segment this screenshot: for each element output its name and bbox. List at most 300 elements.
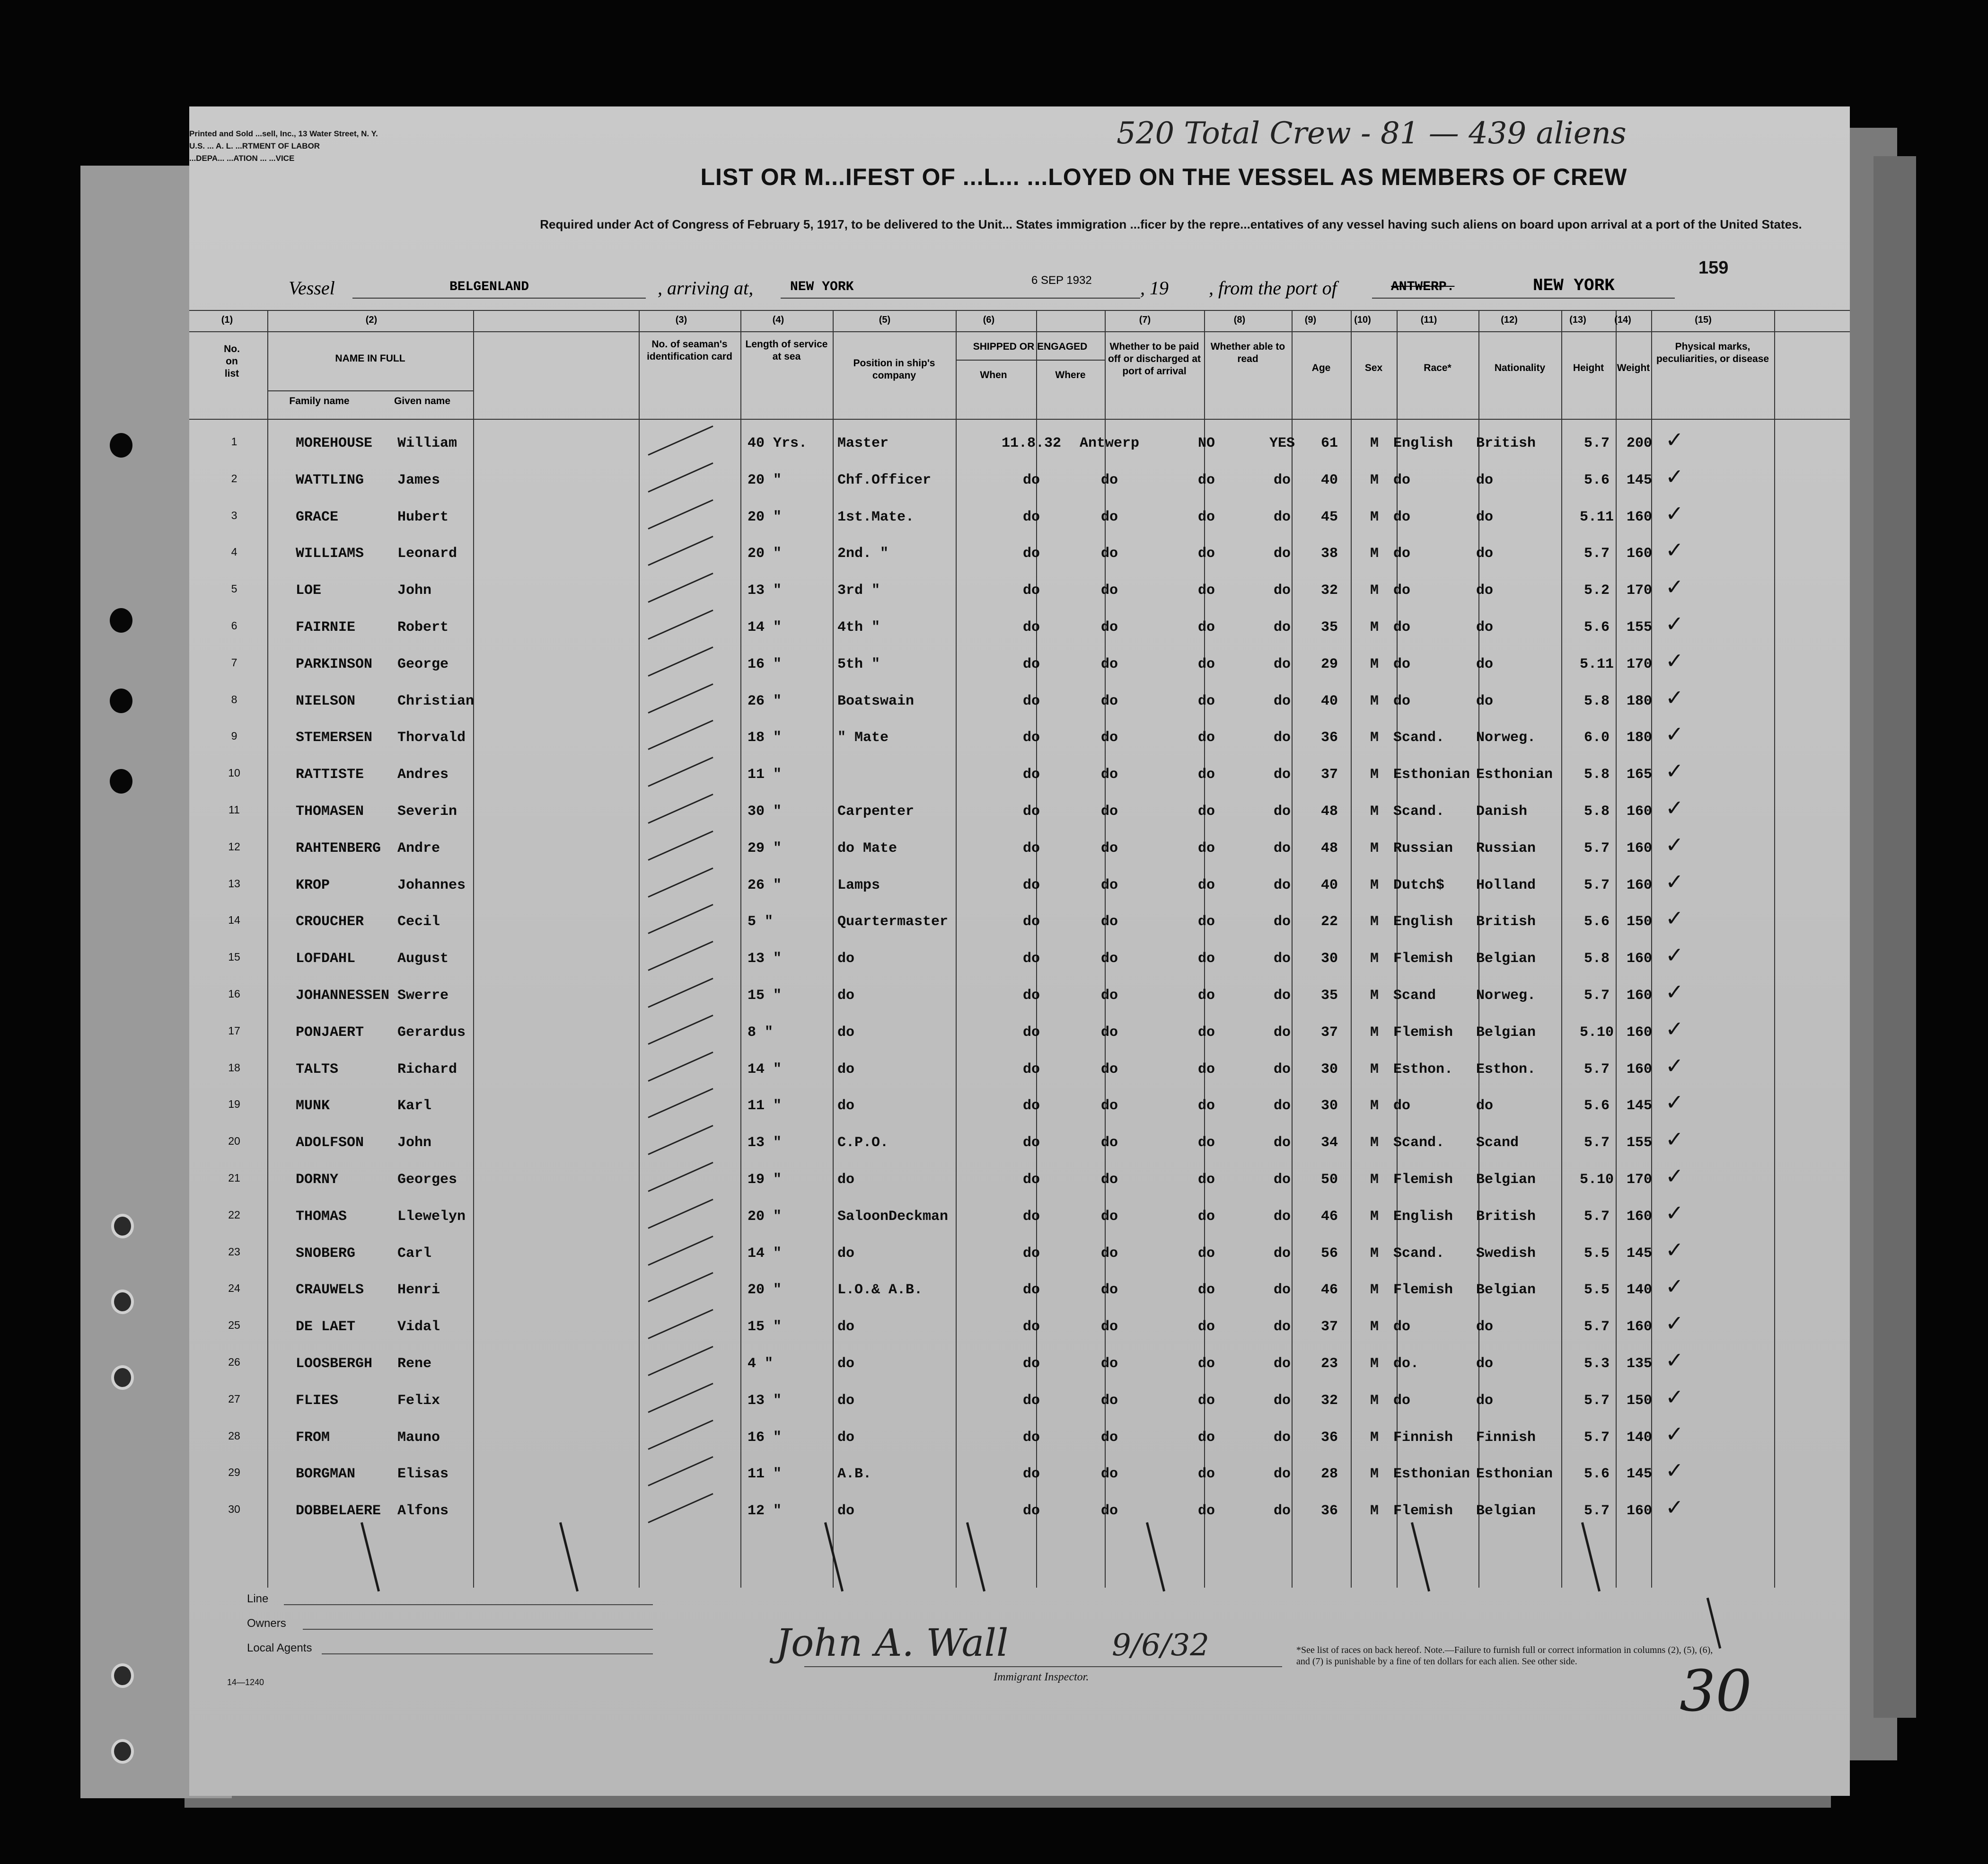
cell-height: 5.3 [1583, 1356, 1610, 1372]
cell-service: 12 " [748, 1503, 782, 1519]
cell-position: 1st.Mate. [837, 509, 915, 525]
header-weight: Weight [1617, 362, 1650, 373]
id-card-slash-mark [648, 1051, 713, 1082]
cell-read: do [1273, 1208, 1291, 1225]
cell-weight: 150 [1626, 914, 1652, 930]
cell-service: 5 " [748, 914, 774, 930]
cell-race: do [1393, 509, 1411, 525]
cell-where: do [1100, 546, 1118, 562]
cell-weight: 170 [1626, 583, 1652, 599]
cell-sex: M [1370, 914, 1379, 930]
inspector-signature: John A. Wall [776, 1621, 1009, 1665]
cell-nat: Belgian [1476, 1024, 1536, 1041]
cell-nat: British [1476, 1208, 1536, 1225]
cell-race: Scand [1393, 988, 1436, 1004]
cell-when: do [1022, 509, 1040, 525]
cell-weight: 180 [1626, 730, 1652, 746]
check-mark: ✓ [1665, 427, 1684, 452]
cell-age: 23 [1320, 1356, 1338, 1372]
cell-read: do [1273, 804, 1291, 820]
id-card-slash-mark [648, 425, 713, 456]
column-number: (10) [1354, 315, 1371, 325]
table-rule-horizontal [267, 390, 473, 391]
cell-age: 30 [1320, 1061, 1338, 1078]
cell-paid: do [1197, 914, 1215, 930]
cell-no: 18 [228, 1061, 240, 1074]
id-card-slash-mark [648, 978, 713, 1008]
cell-position: 2nd. " [837, 546, 889, 562]
signature-rule [804, 1666, 1282, 1667]
cell-where: do [1100, 1208, 1118, 1225]
cell-sex: M [1370, 1466, 1379, 1483]
cell-race: do [1393, 583, 1411, 599]
cell-where: do [1100, 619, 1118, 636]
cell-race: do [1393, 472, 1411, 488]
cell-read: do [1273, 1061, 1291, 1078]
cell-position: A.B. [837, 1466, 872, 1483]
cell-when: do [1022, 583, 1040, 599]
id-card-slash-mark [648, 794, 713, 824]
cell-age: 61 [1320, 435, 1338, 451]
cell-given: August [397, 951, 449, 967]
cell-age: 35 [1320, 619, 1338, 636]
cell-weight: 160 [1626, 804, 1652, 820]
footnote: *See list of races on back hereof. Note.—Failure to furnish full or correct information in columns (2), (5), (6), and (7) is punishable by a fine of ten dollars for each alien. See other side. [1296, 1645, 1713, 1667]
cell-nat: Danish [1476, 804, 1528, 820]
cell-paid: do [1197, 619, 1215, 636]
cell-nat: do [1476, 619, 1494, 636]
cell-given: Severin [397, 804, 457, 820]
cell-no: 10 [228, 767, 240, 779]
cell-paid: do [1197, 1061, 1215, 1078]
cell-position: do [837, 1061, 855, 1078]
cell-when: do [1022, 1024, 1040, 1041]
cell-weight: 160 [1626, 1208, 1652, 1225]
cell-where: do [1100, 1245, 1118, 1262]
table-rule-vertical [833, 310, 834, 1588]
cell-read: do [1273, 693, 1291, 709]
cell-given: Robert [397, 619, 449, 636]
table-rule-vertical [267, 310, 268, 1588]
cell-service: 13 " [748, 1135, 782, 1151]
cell-when: do [1022, 1503, 1040, 1519]
cell-where: do [1100, 767, 1118, 783]
cell-sex: M [1370, 583, 1379, 599]
cell-position: Lamps [837, 877, 880, 893]
cell-service: 14 " [748, 619, 782, 636]
cell-given: Rene [397, 1356, 432, 1372]
cell-no: 25 [228, 1319, 240, 1332]
cell-nat: Esthonian [1476, 1466, 1553, 1483]
cell-service: 11 " [748, 1466, 782, 1483]
cell-when: do [1022, 1098, 1040, 1114]
cell-family: FROM [296, 1429, 330, 1446]
cell-where: do [1100, 1098, 1118, 1114]
cell-weight: 160 [1626, 840, 1652, 857]
cell-position: do [837, 1319, 855, 1335]
cell-age: 32 [1320, 583, 1338, 599]
cell-no: 23 [228, 1245, 240, 1258]
cell-where: do [1100, 1061, 1118, 1078]
cell-when: do [1022, 877, 1040, 893]
cell-weight: 145 [1626, 1466, 1652, 1483]
cell-position: do [837, 1245, 855, 1262]
check-mark: ✓ [1665, 1310, 1684, 1336]
cell-weight: 145 [1626, 1098, 1652, 1114]
cell-paid: do [1197, 1503, 1215, 1519]
header-nationality: Nationality [1494, 362, 1546, 373]
from-port-label: , from the port of [1209, 277, 1337, 299]
cell-nat: Belgian [1476, 951, 1536, 967]
cell-service: 13 " [748, 951, 782, 967]
cell-family: PONJAERT [296, 1024, 364, 1041]
cell-service: 13 " [748, 1392, 782, 1409]
id-card-slash-mark [648, 1199, 713, 1229]
header-no-on-list: No. on list [224, 344, 240, 379]
cell-sex: M [1370, 1024, 1379, 1041]
cell-when: do [1022, 1356, 1040, 1372]
column-number: (1) [221, 315, 233, 325]
arriving-rule [781, 298, 1140, 299]
cell-given: Christian [397, 693, 475, 709]
cell-race: English [1393, 435, 1453, 451]
check-mark: ✓ [1665, 942, 1684, 968]
cell-race: Esthonian [1393, 1466, 1470, 1483]
cell-race: Flemish [1393, 951, 1453, 967]
cell-no: 16 [228, 988, 240, 1000]
cell-sex: M [1370, 509, 1379, 525]
tally-mark [1707, 1598, 1721, 1649]
cell-height: 5.8 [1583, 804, 1610, 820]
cell-given: Georges [397, 1172, 457, 1188]
cell-height: 5.7 [1583, 435, 1610, 451]
cell-weight: 180 [1626, 693, 1652, 709]
cell-when: do [1022, 1135, 1040, 1151]
cell-family: DE LAET [296, 1319, 356, 1335]
cell-height: 5.7 [1583, 1135, 1610, 1151]
cell-race: do [1393, 1098, 1411, 1114]
cell-nat: do [1476, 1319, 1494, 1335]
id-card-slash-mark [648, 1015, 713, 1045]
cell-position: Carpenter [837, 804, 915, 820]
cell-where: do [1100, 1356, 1118, 1372]
cell-sex: M [1370, 1319, 1379, 1335]
cell-age: 36 [1320, 1503, 1338, 1519]
cell-nat: do [1476, 509, 1494, 525]
id-card-slash-mark [648, 610, 713, 640]
cell-read: do [1273, 546, 1291, 562]
check-mark: ✓ [1665, 979, 1684, 1005]
cell-race: English [1393, 1208, 1453, 1225]
cell-nat: Holland [1476, 877, 1536, 893]
cell-race: Flemish [1393, 1503, 1453, 1519]
cell-height: 5.10 [1579, 1024, 1614, 1041]
cell-age: 48 [1320, 804, 1338, 820]
cell-paid: do [1197, 951, 1215, 967]
cell-height: 5.7 [1583, 1503, 1610, 1519]
cell-no: 22 [228, 1208, 240, 1221]
cell-height: 5.7 [1583, 546, 1610, 562]
check-mark: ✓ [1665, 1237, 1684, 1263]
cell-no: 9 [231, 730, 238, 742]
cell-sex: M [1370, 767, 1379, 783]
cell-paid: do [1197, 1282, 1215, 1299]
cell-race: Flemish [1393, 1282, 1453, 1299]
cell-race: Dutch$ [1393, 877, 1445, 893]
cell-service: 14 " [748, 1245, 782, 1262]
cell-age: 40 [1320, 693, 1338, 709]
cell-read: do [1273, 1503, 1291, 1519]
cell-read: do [1273, 1319, 1291, 1335]
cell-nat: Swedish [1476, 1245, 1536, 1262]
cell-read: do [1273, 1098, 1291, 1114]
check-mark: ✓ [1665, 574, 1684, 600]
date-stamp: 6 SEP 1932 [1031, 274, 1092, 287]
cell-height: 5.8 [1583, 951, 1610, 967]
cell-no: 15 [228, 951, 240, 963]
inspector-label: Immigrant Inspector. [994, 1671, 1089, 1683]
line-label: Line [247, 1592, 269, 1605]
cell-no: 27 [228, 1392, 240, 1405]
cell-age: 40 [1320, 877, 1338, 893]
cell-no: 2 [231, 472, 238, 485]
cell-service: 13 " [748, 583, 782, 599]
cell-when: do [1022, 656, 1040, 672]
cell-sex: M [1370, 1503, 1379, 1519]
cell-height: 5.6 [1583, 1466, 1610, 1483]
cell-service: 26 " [748, 693, 782, 709]
cell-nat: Esthon. [1476, 1061, 1536, 1078]
printer-imprint [189, 128, 378, 165]
owners-label: Owners [247, 1617, 286, 1630]
cell-paid: do [1197, 1135, 1215, 1151]
page-subtitle: Required under Act of Congress of February 5, 1917, to be delivered to the Unit... States immigration ...ficer by the repre...entatives of any vessel having such aliens on board upon arrival at a port of the United States. [540, 217, 1802, 231]
cell-height: 5.7 [1583, 877, 1610, 893]
arriving-at: NEW YORK [790, 280, 854, 294]
cell-where: do [1100, 1135, 1118, 1151]
cell-no: 11 [229, 804, 240, 816]
cell-sex: M [1370, 693, 1379, 709]
check-mark: ✓ [1665, 1016, 1684, 1042]
check-mark: ✓ [1665, 1347, 1684, 1373]
binder-hole [110, 608, 132, 633]
cell-age: 48 [1320, 840, 1338, 857]
cell-nat: British [1476, 435, 1536, 451]
owners-rule [303, 1629, 653, 1630]
cell-where: do [1100, 914, 1118, 930]
cell-sex: M [1370, 619, 1379, 636]
cell-service: 15 " [748, 988, 782, 1004]
cell-family: BORGMAN [296, 1466, 356, 1483]
cell-height: 5.7 [1583, 840, 1610, 857]
cell-no: 4 [231, 546, 238, 558]
cell-given: Swerre [397, 988, 449, 1004]
cell-no: 26 [228, 1356, 240, 1368]
cell-weight: 160 [1626, 951, 1652, 967]
binder-hole [111, 1214, 134, 1238]
id-card-slash-mark [648, 904, 713, 935]
cell-paid: do [1197, 583, 1215, 599]
cell-height: 5.11 [1579, 509, 1614, 525]
cell-when: do [1022, 1429, 1040, 1446]
cell-service: 16 " [748, 656, 782, 672]
cell-paid: do [1197, 1466, 1215, 1483]
cell-family: DORNY [296, 1172, 339, 1188]
cell-given: Henri [397, 1282, 440, 1299]
cell-no: 3 [231, 509, 238, 521]
cell-no: 7 [231, 656, 238, 669]
cell-when: do [1022, 1319, 1040, 1335]
cell-age: 50 [1320, 1172, 1338, 1188]
id-card-slash-mark [648, 1420, 713, 1450]
crew-table [189, 310, 1850, 1588]
cell-race: do [1393, 546, 1411, 562]
header-read: Whether able to read [1210, 341, 1285, 364]
check-mark: ✓ [1665, 831, 1684, 857]
page-title: LIST OR M...IFEST OF ...L... ...LOYED ON THE VESSEL AS MEMBERS OF CREW [700, 164, 1627, 190]
check-mark: ✓ [1665, 1126, 1684, 1152]
cell-height: 5.6 [1583, 914, 1610, 930]
id-card-slash-mark [648, 830, 713, 861]
cell-no: 1 [231, 435, 238, 448]
cell-position: do [837, 1024, 855, 1041]
cell-family: LOE [296, 583, 322, 599]
cell-height: 5.8 [1583, 767, 1610, 783]
cell-age: 37 [1320, 767, 1338, 783]
cell-paid: do [1197, 546, 1215, 562]
cell-family: WILLIAMS [296, 546, 364, 562]
cell-given: Felix [397, 1392, 440, 1409]
cell-when: do [1022, 1282, 1040, 1299]
cell-where: do [1100, 730, 1118, 746]
cell-family: SNOBERG [296, 1245, 356, 1262]
cell-nat: Norweg. [1476, 730, 1536, 746]
cell-nat: Scand [1476, 1135, 1519, 1151]
cell-given: Richard [397, 1061, 457, 1078]
cell-position: C.P.O. [837, 1135, 889, 1151]
cell-given: William [397, 435, 457, 451]
cell-when: do [1022, 1392, 1040, 1409]
cell-position: " Mate [837, 730, 889, 746]
cell-service: 20 " [748, 1208, 782, 1225]
cell-read: do [1273, 583, 1291, 599]
cell-position: Boatswain [837, 693, 915, 709]
cell-given: James [397, 472, 440, 488]
cell-family: LOFDAHL [296, 951, 356, 967]
cell-family: RAHTENBERG [296, 840, 381, 857]
cell-sex: M [1370, 730, 1379, 746]
form-number: 14—1240 [227, 1678, 264, 1687]
id-card-slash-mark [648, 462, 713, 493]
cell-read: do [1273, 767, 1291, 783]
cell-no: 30 [228, 1503, 240, 1516]
cell-where: do [1100, 951, 1118, 967]
cell-weight: 140 [1626, 1429, 1652, 1446]
handwritten-crew-total: 520 Total Crew - 81 — 439 aliens [1117, 116, 1627, 151]
cell-when: 11.8.32 [1001, 435, 1062, 451]
cell-family: THOMASEN [296, 804, 364, 820]
check-mark: ✓ [1665, 905, 1684, 931]
id-card-slash-mark [648, 499, 713, 530]
cell-service: 19 " [748, 1172, 782, 1188]
cell-sex: M [1370, 1172, 1379, 1188]
vessel-rule [352, 298, 646, 299]
cell-sex: M [1370, 988, 1379, 1004]
cell-family: FAIRNIE [296, 619, 356, 636]
cell-no: 17 [228, 1024, 240, 1037]
cell-family: CRAUWELS [296, 1282, 364, 1299]
cell-race: Scand. [1393, 730, 1445, 746]
cell-age: 46 [1320, 1208, 1338, 1225]
cell-service: 11 " [748, 767, 782, 783]
cell-paid: NO [1197, 435, 1215, 451]
cell-given: Cecil [397, 914, 440, 930]
cell-when: do [1022, 988, 1040, 1004]
cell-given: Andre [397, 840, 440, 857]
check-mark: ✓ [1665, 684, 1684, 710]
check-mark: ✓ [1665, 1494, 1684, 1520]
table-rule-horizontal [956, 360, 1105, 361]
from-port-rule [1372, 298, 1675, 299]
cell-where: do [1100, 877, 1118, 893]
cell-sex: M [1370, 546, 1379, 562]
column-number: (9) [1304, 315, 1317, 325]
cell-no: 8 [231, 693, 238, 706]
id-card-slash-mark [648, 1383, 713, 1413]
cell-no: 28 [228, 1429, 240, 1442]
cell-weight: 160 [1626, 1319, 1652, 1335]
id-card-slash-mark [648, 536, 713, 566]
header-paid-off: Whether to be paid off or discharged at port of arrival [1108, 341, 1201, 377]
id-card-slash-mark [648, 1236, 713, 1266]
handwritten-total: 30 [1680, 1659, 1752, 1724]
cell-service: 20 " [748, 546, 782, 562]
cell-given: Thorvald [397, 730, 466, 746]
column-number: (2) [365, 315, 378, 325]
cell-when: do [1022, 1245, 1040, 1262]
cell-service: 20 " [748, 1282, 782, 1299]
cell-position: Quartermaster [837, 914, 949, 930]
cell-height: 6.0 [1583, 730, 1610, 746]
cell-read: do [1273, 1356, 1291, 1372]
manifest-page [189, 106, 1850, 1796]
cell-family: JOHANNESSEN [296, 988, 390, 1004]
cell-paid: do [1197, 1319, 1215, 1335]
cell-sex: M [1370, 1208, 1379, 1225]
cell-family: KROP [296, 877, 330, 893]
column-number: (12) [1501, 315, 1518, 325]
binder-hole [111, 1365, 134, 1390]
cell-age: 36 [1320, 730, 1338, 746]
cell-given: Elisas [397, 1466, 449, 1483]
cell-paid: do [1197, 1356, 1215, 1372]
cell-position: do [837, 1392, 855, 1409]
cell-age: 28 [1320, 1466, 1338, 1483]
cell-position: Chf.Officer [837, 472, 932, 488]
check-mark: ✓ [1665, 647, 1684, 673]
id-card-slash-mark [648, 1457, 713, 1487]
column-number: (5) [879, 315, 891, 325]
cell-weight: 160 [1626, 988, 1652, 1004]
cell-where: do [1100, 1024, 1118, 1041]
agents-label: Local Agents [247, 1642, 312, 1654]
cell-age: 32 [1320, 1392, 1338, 1409]
cell-where: do [1100, 509, 1118, 525]
cell-weight: 160 [1626, 1024, 1652, 1041]
cell-race: do [1393, 1392, 1411, 1409]
cell-weight: 170 [1626, 656, 1652, 672]
check-mark: ✓ [1665, 611, 1684, 636]
